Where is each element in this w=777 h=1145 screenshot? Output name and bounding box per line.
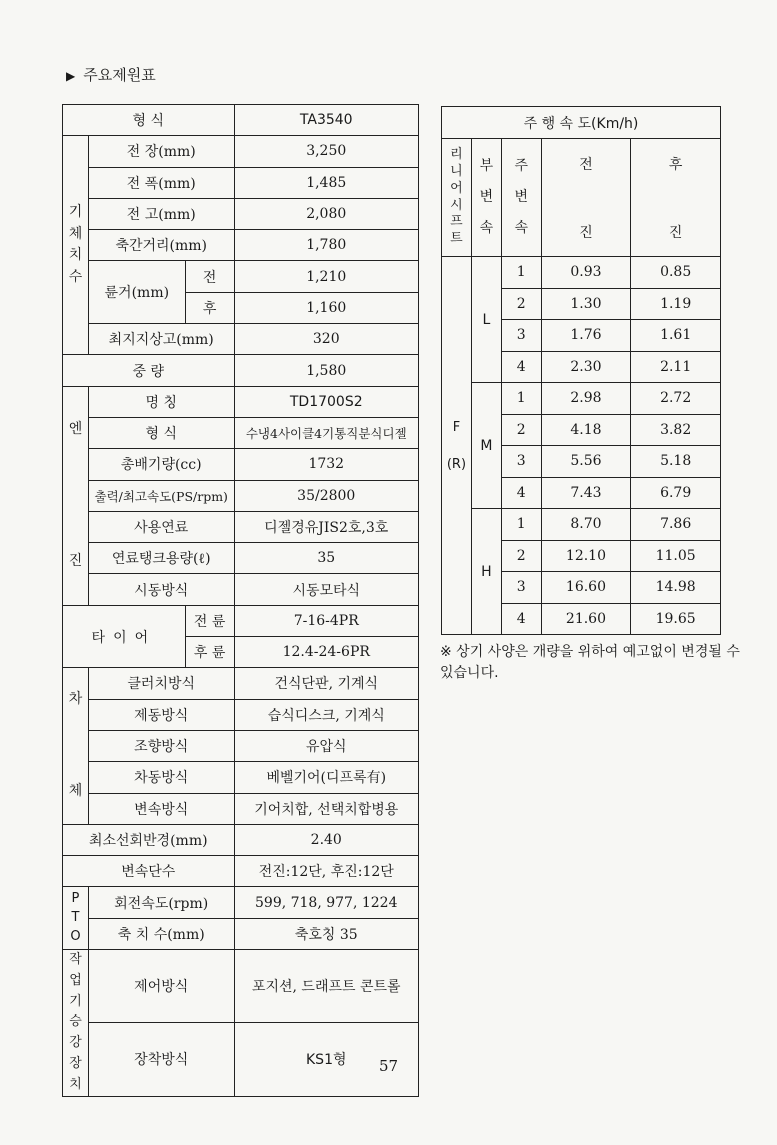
speed-table: [441, 106, 721, 635]
pto-speed-value: 599, 718, 977, 1224: [234, 887, 418, 918]
spec-label: 전 고(mm): [88, 198, 234, 229]
reverse-speed-cell: 11.05: [631, 540, 721, 572]
table-row: [63, 543, 419, 574]
reverse-speed-cell: 19.65: [631, 603, 721, 635]
spec-value: 35: [234, 543, 418, 574]
pto-group-label: P T O: [63, 887, 89, 950]
speed-title-row: [442, 107, 721, 139]
table-row: [63, 417, 419, 448]
spec-value: 1732: [234, 449, 418, 480]
speed-header-row: [442, 139, 721, 257]
speed-table-title: 주 행 속 도(Km/h): [442, 107, 721, 139]
table-row: [63, 230, 419, 261]
gear-cell: 4: [501, 603, 541, 635]
range-cell: L: [471, 257, 501, 383]
table-row: [63, 699, 419, 730]
spec-label: 전 장(mm): [88, 136, 234, 167]
turning-label: 최소선회반경(mm): [63, 824, 235, 855]
triangle-bullet-icon: ▶: [66, 69, 76, 83]
chassis-group-label: 차 체: [63, 668, 89, 824]
tread-front-label: 전: [185, 261, 234, 292]
spec-label: 사용연료: [88, 511, 234, 542]
tread-label: 륜거(mm): [88, 261, 185, 324]
spec-value: 디젤경유JIS2호,3호: [234, 511, 418, 542]
forward-speed-cell: 1.76: [541, 320, 631, 352]
gear-cell: 3: [501, 446, 541, 478]
spec-value: 건식단판, 기계식: [234, 668, 418, 699]
table-row: [63, 762, 419, 793]
spec-label: 클러치방식: [88, 668, 234, 699]
page-title-text: 주요제원표: [83, 66, 156, 84]
col-reverse-header: 후 진: [631, 139, 721, 257]
spec-label: 전 폭(mm): [88, 167, 234, 198]
forward-speed-cell: 1.30: [541, 288, 631, 320]
clearance-value: 320: [234, 324, 418, 355]
reverse-speed-cell: 2.11: [631, 351, 721, 383]
engine-group-label: 엔 진: [63, 386, 89, 605]
reverse-speed-cell: 3.82: [631, 414, 721, 446]
forward-speed-cell: 4.18: [541, 414, 631, 446]
spec-value: TD1700S2: [234, 386, 418, 417]
hitch-group-line2: 승강장치: [69, 1014, 82, 1092]
forward-speed-cell: 0.93: [541, 257, 631, 289]
table-row: [63, 136, 419, 167]
range-cell: M: [471, 383, 501, 509]
tire-rear-label: 후 륜: [185, 637, 234, 668]
gear-cell: 4: [501, 351, 541, 383]
forward-speed-cell: 5.56: [541, 446, 631, 478]
spec-value: 35/2800: [234, 480, 418, 511]
col-forward-header: 전 진: [541, 139, 631, 257]
spec-label: 출력/최고속도(PS/rpm): [88, 480, 234, 511]
range-cell: H: [471, 509, 501, 635]
spec-header-label: 형 식: [63, 105, 235, 136]
gear-cell: 2: [501, 540, 541, 572]
table-row: [63, 324, 419, 355]
tire-front-value: 7-16-4PR: [234, 605, 418, 636]
table-row: [442, 383, 721, 415]
spec-header-row: [63, 105, 419, 136]
spec-label: 명 칭: [88, 386, 234, 417]
gear-cell: 1: [501, 509, 541, 541]
tire-front-label: 전 륜: [185, 605, 234, 636]
table-row: [63, 793, 419, 824]
table-row: [63, 261, 419, 292]
spec-value: 1,780: [234, 230, 418, 261]
table-row: [442, 257, 721, 289]
turning-value: 2.40: [234, 824, 418, 855]
forward-speed-cell: 12.10: [541, 540, 631, 572]
spec-label: 조향방식: [88, 730, 234, 761]
spec-label: 시동방식: [88, 574, 234, 605]
spec-value: 시동모타식: [234, 574, 418, 605]
table-row: [63, 887, 419, 918]
table-row: [63, 167, 419, 198]
gear-cell: 3: [501, 320, 541, 352]
table-row: [63, 511, 419, 542]
reverse-speed-cell: 2.72: [631, 383, 721, 415]
tire-rear-value: 12.4-24-6PR: [234, 637, 418, 668]
spec-value: 수냉4사이클4기통직분식디젤: [234, 417, 418, 448]
table-row: [442, 509, 721, 541]
reverse-speed-cell: 1.61: [631, 320, 721, 352]
table-row: [63, 198, 419, 229]
weight-label: 중 량: [63, 355, 235, 386]
table-row: [63, 574, 419, 605]
spec-value: 유압식: [234, 730, 418, 761]
table-row: [63, 355, 419, 386]
forward-speed-cell: 16.60: [541, 572, 631, 604]
spec-value: 2,080: [234, 198, 418, 229]
spec-label: 총배기량(cc): [88, 449, 234, 480]
table-row: [63, 918, 419, 949]
tread-front-value: 1,210: [234, 261, 418, 292]
gear-cell: 2: [501, 288, 541, 320]
table-row: [63, 950, 419, 1023]
hitch-mount-value: KS1형: [234, 1023, 418, 1096]
spec-value: 베벨기어(디프록有): [234, 762, 418, 793]
hitch-control-label: 제어방식: [88, 950, 234, 1023]
tread-rear-label: 후: [185, 292, 234, 323]
hitch-mount-label: 장착방식: [88, 1023, 234, 1096]
shuttle-forward: F: [452, 419, 461, 435]
col-shuttle-header: 리 니 어 시 프 트: [442, 139, 472, 257]
shuttle-cell: [442, 257, 472, 635]
body-dims-group-label: 기 체 치 수: [63, 136, 89, 355]
spec-label: 축간거리(mm): [88, 230, 234, 261]
reverse-speed-cell: 6.79: [631, 477, 721, 509]
tire-group-label: 타이어: [63, 605, 186, 668]
spec-label: 변속방식: [88, 793, 234, 824]
forward-speed-cell: 2.98: [541, 383, 631, 415]
spec-value: 1,485: [234, 167, 418, 198]
reverse-speed-cell: 5.18: [631, 446, 721, 478]
clearance-label: 최지지상고(mm): [88, 324, 234, 355]
spec-header-value: TA3540: [234, 105, 418, 136]
reverse-speed-cell: 14.98: [631, 572, 721, 604]
table-row: [63, 730, 419, 761]
spec-label: 연료탱크용량(ℓ): [88, 543, 234, 574]
page-number: 57: [378, 1057, 399, 1075]
spec-value: 기어치합, 선택치합병용: [234, 793, 418, 824]
pto-shaft-value: 축호칭 35: [234, 918, 418, 949]
forward-speed-cell: 2.30: [541, 351, 631, 383]
pto-shaft-label: 축 치 수(mm): [88, 918, 234, 949]
table-row: [63, 449, 419, 480]
weight-value: 1,580: [234, 355, 418, 386]
gear-cell: 1: [501, 383, 541, 415]
gear-cell: 3: [501, 572, 541, 604]
table-row: [63, 668, 419, 699]
table-row: [63, 824, 419, 855]
hitch-group-line1: 작업기: [69, 952, 82, 1009]
reverse-speed-cell: 0.85: [631, 257, 721, 289]
table-row: [63, 386, 419, 417]
spec-label: 차동방식: [88, 762, 234, 793]
gear-cell: 2: [501, 414, 541, 446]
gears-value: 전진:12단, 후진:12단: [234, 856, 418, 887]
spec-value: 습식디스크, 기계식: [234, 699, 418, 730]
col-main-header: 주 변 속: [501, 139, 541, 257]
gears-label: 변속단수: [63, 856, 235, 887]
forward-speed-cell: 21.60: [541, 603, 631, 635]
hitch-control-value: 포지션, 드래프트 콘트롤: [234, 950, 418, 1023]
spec-label: 제동방식: [88, 699, 234, 730]
pto-speed-label: 회전속도(rpm): [88, 887, 234, 918]
col-sub-header: 부 변 속: [471, 139, 501, 257]
footnote: ※ 상기 사양은 개량을 위하여 예고없이 변경될 수 있습니다.: [440, 644, 740, 681]
forward-speed-cell: 8.70: [541, 509, 631, 541]
spec-table: [62, 104, 419, 1097]
tread-rear-value: 1,160: [234, 292, 418, 323]
table-row: [63, 605, 419, 636]
table-row: [63, 480, 419, 511]
spec-value: 3,250: [234, 136, 418, 167]
shuttle-reverse: (R): [446, 456, 467, 472]
table-row: [63, 856, 419, 887]
gear-cell: 1: [501, 257, 541, 289]
spec-label: 형 식: [88, 417, 234, 448]
reverse-speed-cell: 7.86: [631, 509, 721, 541]
page-title: [66, 64, 156, 85]
reverse-speed-cell: 1.19: [631, 288, 721, 320]
gear-cell: 4: [501, 477, 541, 509]
forward-speed-cell: 7.43: [541, 477, 631, 509]
